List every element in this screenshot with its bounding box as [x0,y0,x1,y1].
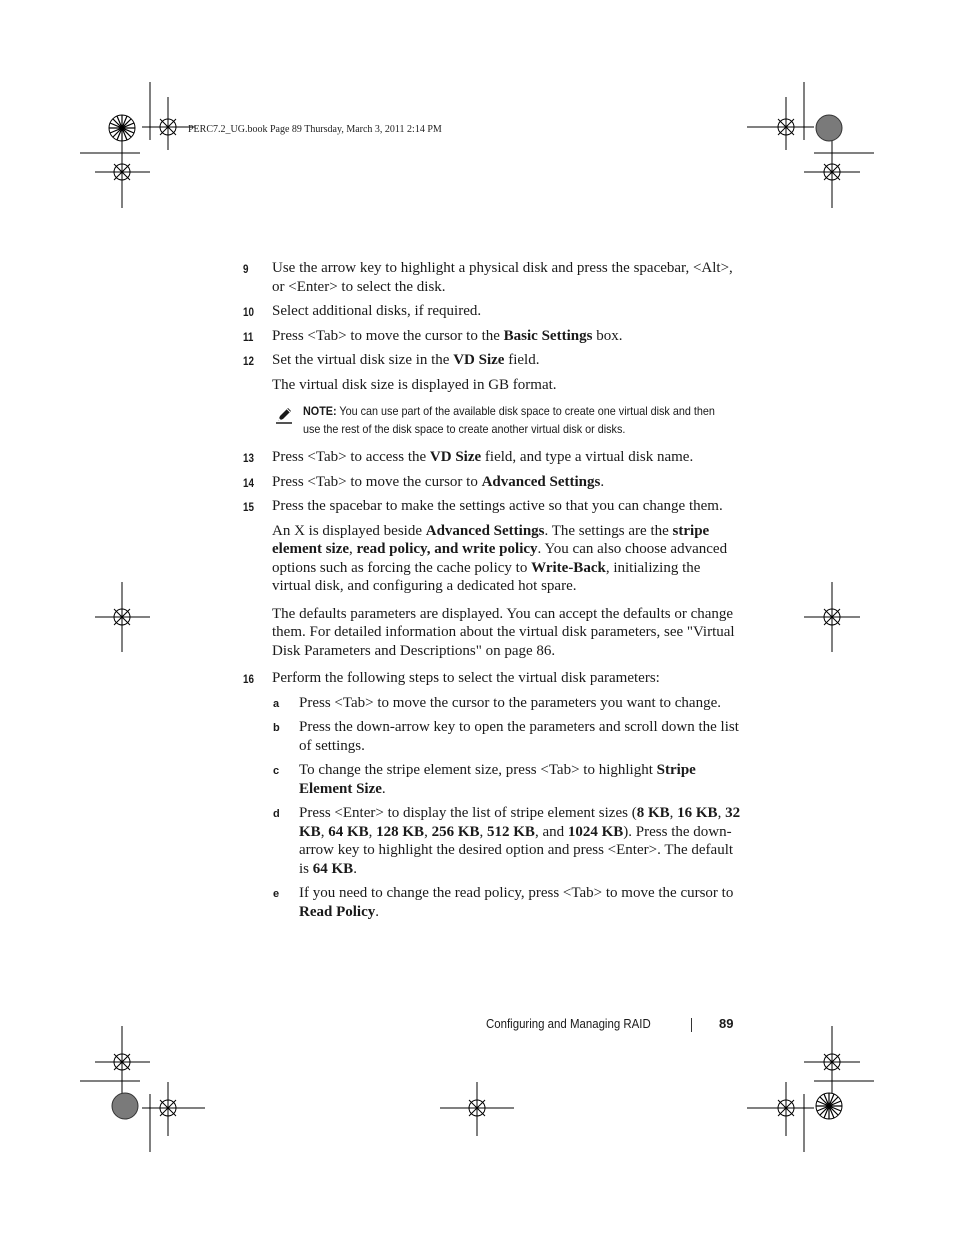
step-number: 11 [243,329,254,344]
substep-text: To change the stripe element size, press <Tab> to highlight [299,762,657,778]
step-text: Use the arrow key to highlight a physical disk and press the spacebar, <Alt>, or <Enter> to select the disk. [272,260,733,295]
note-text: You can use part of the available disk space to create one virtual disk and then use the rest of the disk space to create another virtual disk or disks. [303,404,715,436]
separator: , and [534,823,568,840]
bold-term: read policy, and write policy [356,541,538,557]
step-10 [243,302,743,321]
page-body [243,259,743,927]
step-14 [243,473,743,492]
step-15-paragraph-1 [243,522,743,596]
size-option: 256 KB [431,823,480,840]
step-12 [243,351,743,370]
step-number: 14 [243,475,254,490]
bold-term: Advanced Settings [425,522,545,539]
size-option: 128 KB [376,823,425,840]
separator: , [479,823,487,840]
substep-text: ). Press the down-arrow key to highlight the desired option and press <Enter>. The default is [299,823,734,877]
step-15-paragraph-2: The defaults parameters are displayed. You can accept the defaults or change them. For detailed information about the virtual disk parameters, see "Virtual Disk Parameters and Descriptions" on page 86. [272,605,735,659]
step-13 [243,448,743,467]
substep-c [243,761,743,798]
note-block [243,403,743,438]
registration-disc-top-right [816,115,842,141]
ui-label-advanced-settings: Advanced Settings [481,473,601,490]
substep-text-end: . [381,780,386,797]
separator: , [424,823,432,840]
step-number: 10 [243,305,254,319]
step-text: Perform the following steps to select the virtual disk parameters: [272,670,660,686]
step-number: 15 [243,500,254,514]
substep-letter: d [273,808,280,820]
substep-d [243,804,743,878]
step-text: Press <Tab> to move the cursor to [272,473,482,490]
substep-text: Press the down-arrow key to open the parameters and scroll down the list of settings. [299,719,739,754]
step-text: Press <Tab> to access the [272,449,430,465]
substep-text: Press <Tab> to move the cursor to the parameters you want to change. [299,694,721,711]
bold-term: stripe element size [272,522,710,557]
separator: , [669,805,678,821]
footer-divider [691,1018,692,1032]
para-text: . You can also choose advanced options such as forcing the cache policy to [272,541,728,576]
para-text: . The settings are the [544,522,673,539]
default-size: 64 KB [312,860,354,877]
registration-disc-bottom-left [112,1093,138,1119]
size-option: 8 KB [636,805,670,821]
substep-letter: b [273,722,280,734]
substep-letter: a [273,697,280,710]
book-info-header: PERC7.2_UG.book Page 89 Thursday, March 3, 2011 2:14 PM [188,124,442,135]
registration-disc-bottom-right [816,1093,842,1119]
step-number: 12 [243,354,254,368]
size-option: 512 KB [487,823,535,840]
step-text-end: field, and type a virtual disk name. [481,449,694,465]
registration-disc-top-left [109,115,135,141]
step-text: Set the virtual disk size in the [272,352,454,368]
ui-label-read-policy: Read Policy [299,903,376,920]
step-number: 9 [243,262,249,276]
ui-label-basic-settings: Basic Settings [503,327,593,344]
ui-label-vd-size: VD Size [453,352,505,368]
substep-text-end: . [353,860,357,877]
step-16 [243,669,743,688]
step-text: Press <Tab> to move the cursor to the [272,327,504,344]
substep-text-end: . [375,903,379,920]
ui-label-vd-size: VD Size [429,449,482,465]
para-text: , initializing the virtual disk, and configuring a dedicated hot spare. [272,559,701,594]
footer-section-title: Configuring and Managing RAID [486,1016,651,1031]
para-text: , [349,541,357,557]
separator: , [717,805,726,821]
bold-term: Write-Back [531,559,606,576]
para-text: An X is displayed beside [272,522,426,539]
step-12-paragraph: The virtual disk size is displayed in GB format. [272,376,557,393]
ui-label-stripe-element-size: Stripe Element Size [299,762,696,797]
step-15 [243,497,743,516]
step-text-end: box. [592,327,623,344]
step-number: 16 [243,672,254,686]
separator: , [320,823,329,840]
step-text-end: . [600,473,605,490]
step-number: 13 [243,451,254,465]
size-option: 64 KB [328,823,369,840]
step-9 [243,259,743,296]
page-number: 89 [719,1016,734,1031]
size-option: 16 KB [677,805,718,821]
note-label: NOTE: [303,404,337,418]
step-11 [243,327,743,346]
size-option: 32 KB [299,805,741,840]
separator: , [368,823,377,840]
substep-e [243,884,743,921]
step-text: Press the spacebar to make the settings active so that you can change them. [272,498,723,514]
step-text: Select additional disks, if required. [272,303,482,319]
substep-letter: e [273,888,280,900]
pencil-note-icon [274,405,294,425]
size-option: 1024 KB [567,823,624,840]
step-text-end: field. [504,352,540,368]
substep-letter: c [273,765,280,777]
substep-b [243,718,743,755]
substep-text: Press <Enter> to display the list of stripe element sizes ( [299,805,637,821]
substep-text: If you need to change the read policy, press <Tab> to move the cursor to [299,885,734,901]
substep-a [243,694,743,713]
